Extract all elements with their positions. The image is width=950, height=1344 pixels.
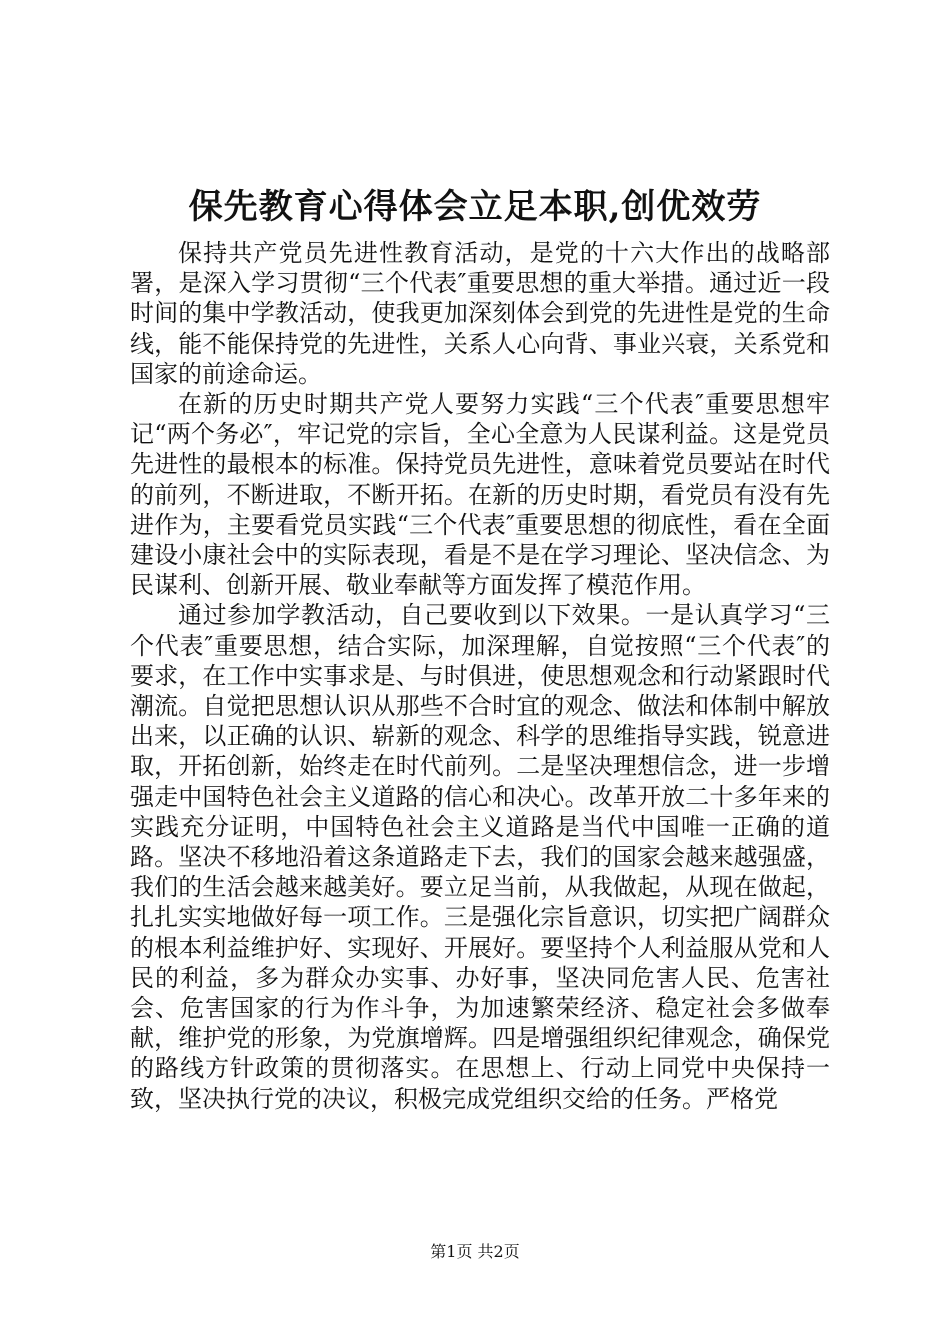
document-body <box>130 238 830 1114</box>
paragraph-3: 通过参加学教活动，自己要收到以下效果。一是认真学习“三个代表″重要思想，结合实际，加深理解，自觉按照“三个代表″的要求，在工作中实事求是、与时俱进，使思想观念和行动紧跟时代潮流。自觉把思想认识从那些不合时宜的观念、做法和体制中解放出来，以正确的认识、崭新的观念、科学的思维指导实践，锐意进取，开拓创新，始终走在时代前列。二是坚决理想信念，进一步增强走中国特色社会主义道路的信心和决心。改革开放二十多年来的实践充分证明，中国特色社会主义道路是当代中国唯一正确的道路。坚决不移地沿着这条道路走下去，我们的国家会越来越强盛，我们的生活会越来越美好。要立足当前，从我做起，从现在做起，扎扎实实地做好每一项工作。三是强化宗旨意识，切实把广阔群众的根本利益维护好、实现好、开展好。要坚持个人利益服从党和人民的利益，多为群众办实事、办好事，坚决同危害人民、危害社会、危害国家的行为作斗争，为加速繁荣经济、稳定社会多做奉献，维护党的形象，为党旗增辉。四是增强组织纪律观念，确保党的路线方针政策的贯彻落实。在思想上、行动上同党中央保持一致，坚决执行党的决议，积极完成党组织交给的任务。严格党 <box>130 601 830 1113</box>
page-number-footer: 第1页 共2页 <box>430 1242 520 1261</box>
paragraph-1: 保持共产党员先进性教育活动，是党的十六大作出的战略部署，是深入学习贯彻“三个代表″重要思想的重大举措。通过近一段时间的集中学教活动，使我更加深刻体会到党的先进性是党的生命线，能不能保持党的先进性，关系人心向背、事业兴衰，关系党和国家的前途命运。 <box>130 239 830 388</box>
paragraph-2: 在新的历史时期共产党人要努力实践“三个代表″重要思想牢记“两个务必″，牢记党的宗旨，全心全意为人民谋利益。这是党员先进性的最根本的标准。保持党员先进性，意味着党员要站在时代的前列，不断进取，不断开拓。在新的历史时期，看党员有没有先进作为，主要看党员实践“三个代表″重要思想的彻底性，看在全面建设小康社会中的实际表现，看是不是在学习理论、坚决信念、为民谋利、创新开展、敬业奉献等方面发挥了模范作用。 <box>130 390 830 600</box>
page-title: 保先教育心得体会立足本职,创优效劳 <box>188 187 762 227</box>
